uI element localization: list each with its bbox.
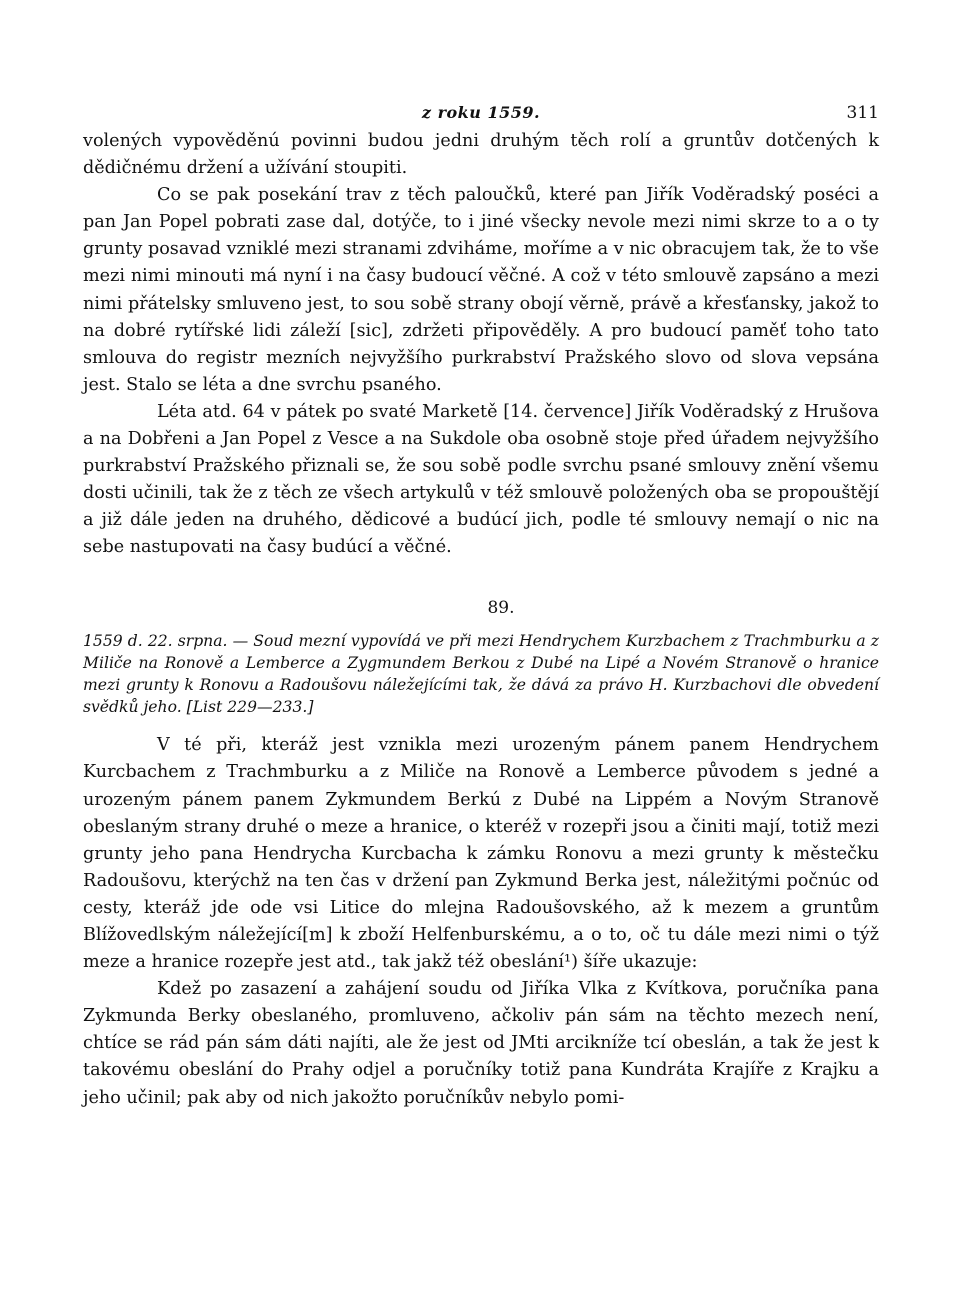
document-number: 89. [487,597,515,618]
paragraph-continuation: volených vypověděnú povinni budou jedni druhým těch rolí a gruntův dotčených k dědičnému držení a užívání stoupiti. [83,131,879,179]
paragraph-settlement: Co se pak posekání trav z těch paloučků, které pan Jiřík Voděradský poséci a pan Jan Popel pobrati zase dal, dotýče, to i jiné všecky nevole mezi nimi skrze to a o ty grunty posavad vzniklé mezi stranami zdviháme, moříme a v nic obracujem tak, že to vše mezi nimi minouti má nyní i na časy budoucí věčné. A což v této smlouvě zapsáno a mezi nimi přátelsky smluveno jest, to sou sobě strany obojí věrně, právě a křesťansky, jakož to na dobré rytířské lidi záleží [sic], zdržeti připověděly. A pro budoucí paměť toho tato smlouva do registr mezních nejvyžšího purkrabství Pražského slovo od slova vepsána jest. Stalo se léta a dne svrchu psaného. [83,185,879,395]
paragraph-dispute: V té při, kteráž jest vznikla mezi urozeným pánem panem Hendrychem Kurcbachem z Trachmburku a z Miliče na Ronově a Lemberce původem s jedné a urozeným pánem panem Zykmundem Berkú z Dubé na Lippém a Novým Stranově obeslaným strany druhé o meze a hranice, o kteréž v rozepři jsou a činiti mají, totiž mezi grunty jeho pana Hendrycha Kurcbacha k zámku Ronovu a mezi grunty k městečku Radoušovu, kterýchž na ten čas v držení pan Zykmund Berka jest, náležitými počnúc od cesty, kteráž jde ode vsi Litice do mlejna Radoušovského, až k mezem a gruntům Blížovedlským náležející[m] k zboží Helfenburskému, a o to, oč tu dále mezi nimi o týž meze a hranice rozepře jest atd., tak jakž též obeslání¹) šíře ukazuje: [83,735,879,973]
running-title: z roku 1559. [421,103,541,122]
document-page [83,98,879,1112]
running-header [83,98,879,128]
paragraph-court-opening: Kdež po zasazení a zahájení soudu od Jiříka Vlka z Kvítkova, poručníka pana Zykmunda Berky obeslaného, promluveno, ačkoliv pán sám na těchto mezech není, chtíce se rád pán sám dáti najíti, ale že jest od JMti arcikníže tcí obeslán, a tak že jest k takovému obeslání do Prahy odjel a poručníky totiž pana Kundráta Krajíře z Krajku a jeho učinil; pak aby od nich jakožto poručníkův nebylo pomi- [83,979,879,1108]
page-number: 311 [846,103,879,123]
paragraph-confirmation: Léta atd. 64 v pátek po svaté Marketě [14. července] Jiřík Voděradský z Hrušova a na Dobřeni a Jan Popel z Vesce a na Sukdole oba osobně stoje před úřadem nejvyžšího purkrabství Pražského přiznali se, že sou sobě podle svrchu psané smlouvy znění všemu dosti učinili, tak že z těch ze všech artykulů v též smlouvě položených oba se propouštějí a již dále jeden na druhého, dědicové a budúcí jich, podle té smlouvy nemají o nic na sebe nastupovati na časy budúcí a věčné. [83,401,879,558]
regest-spacer [83,718,879,732]
regest-summary: 1559 d. 22. srpna. — Soud mezní vypovídá ve při mezi Hendrychem Kurzbachem z Trachmburku a z Miliče na Ronově a Lemberce a Zygmundem Berkou z Dubé na Lipé a Novém Stranově o hranice mezi grunty k Ronovu a Radoušovu náležejícími tak, že dává za právo H. Kurzbachovi dle obvedení svědků jeho. [List 229—233.] [83,631,879,717]
